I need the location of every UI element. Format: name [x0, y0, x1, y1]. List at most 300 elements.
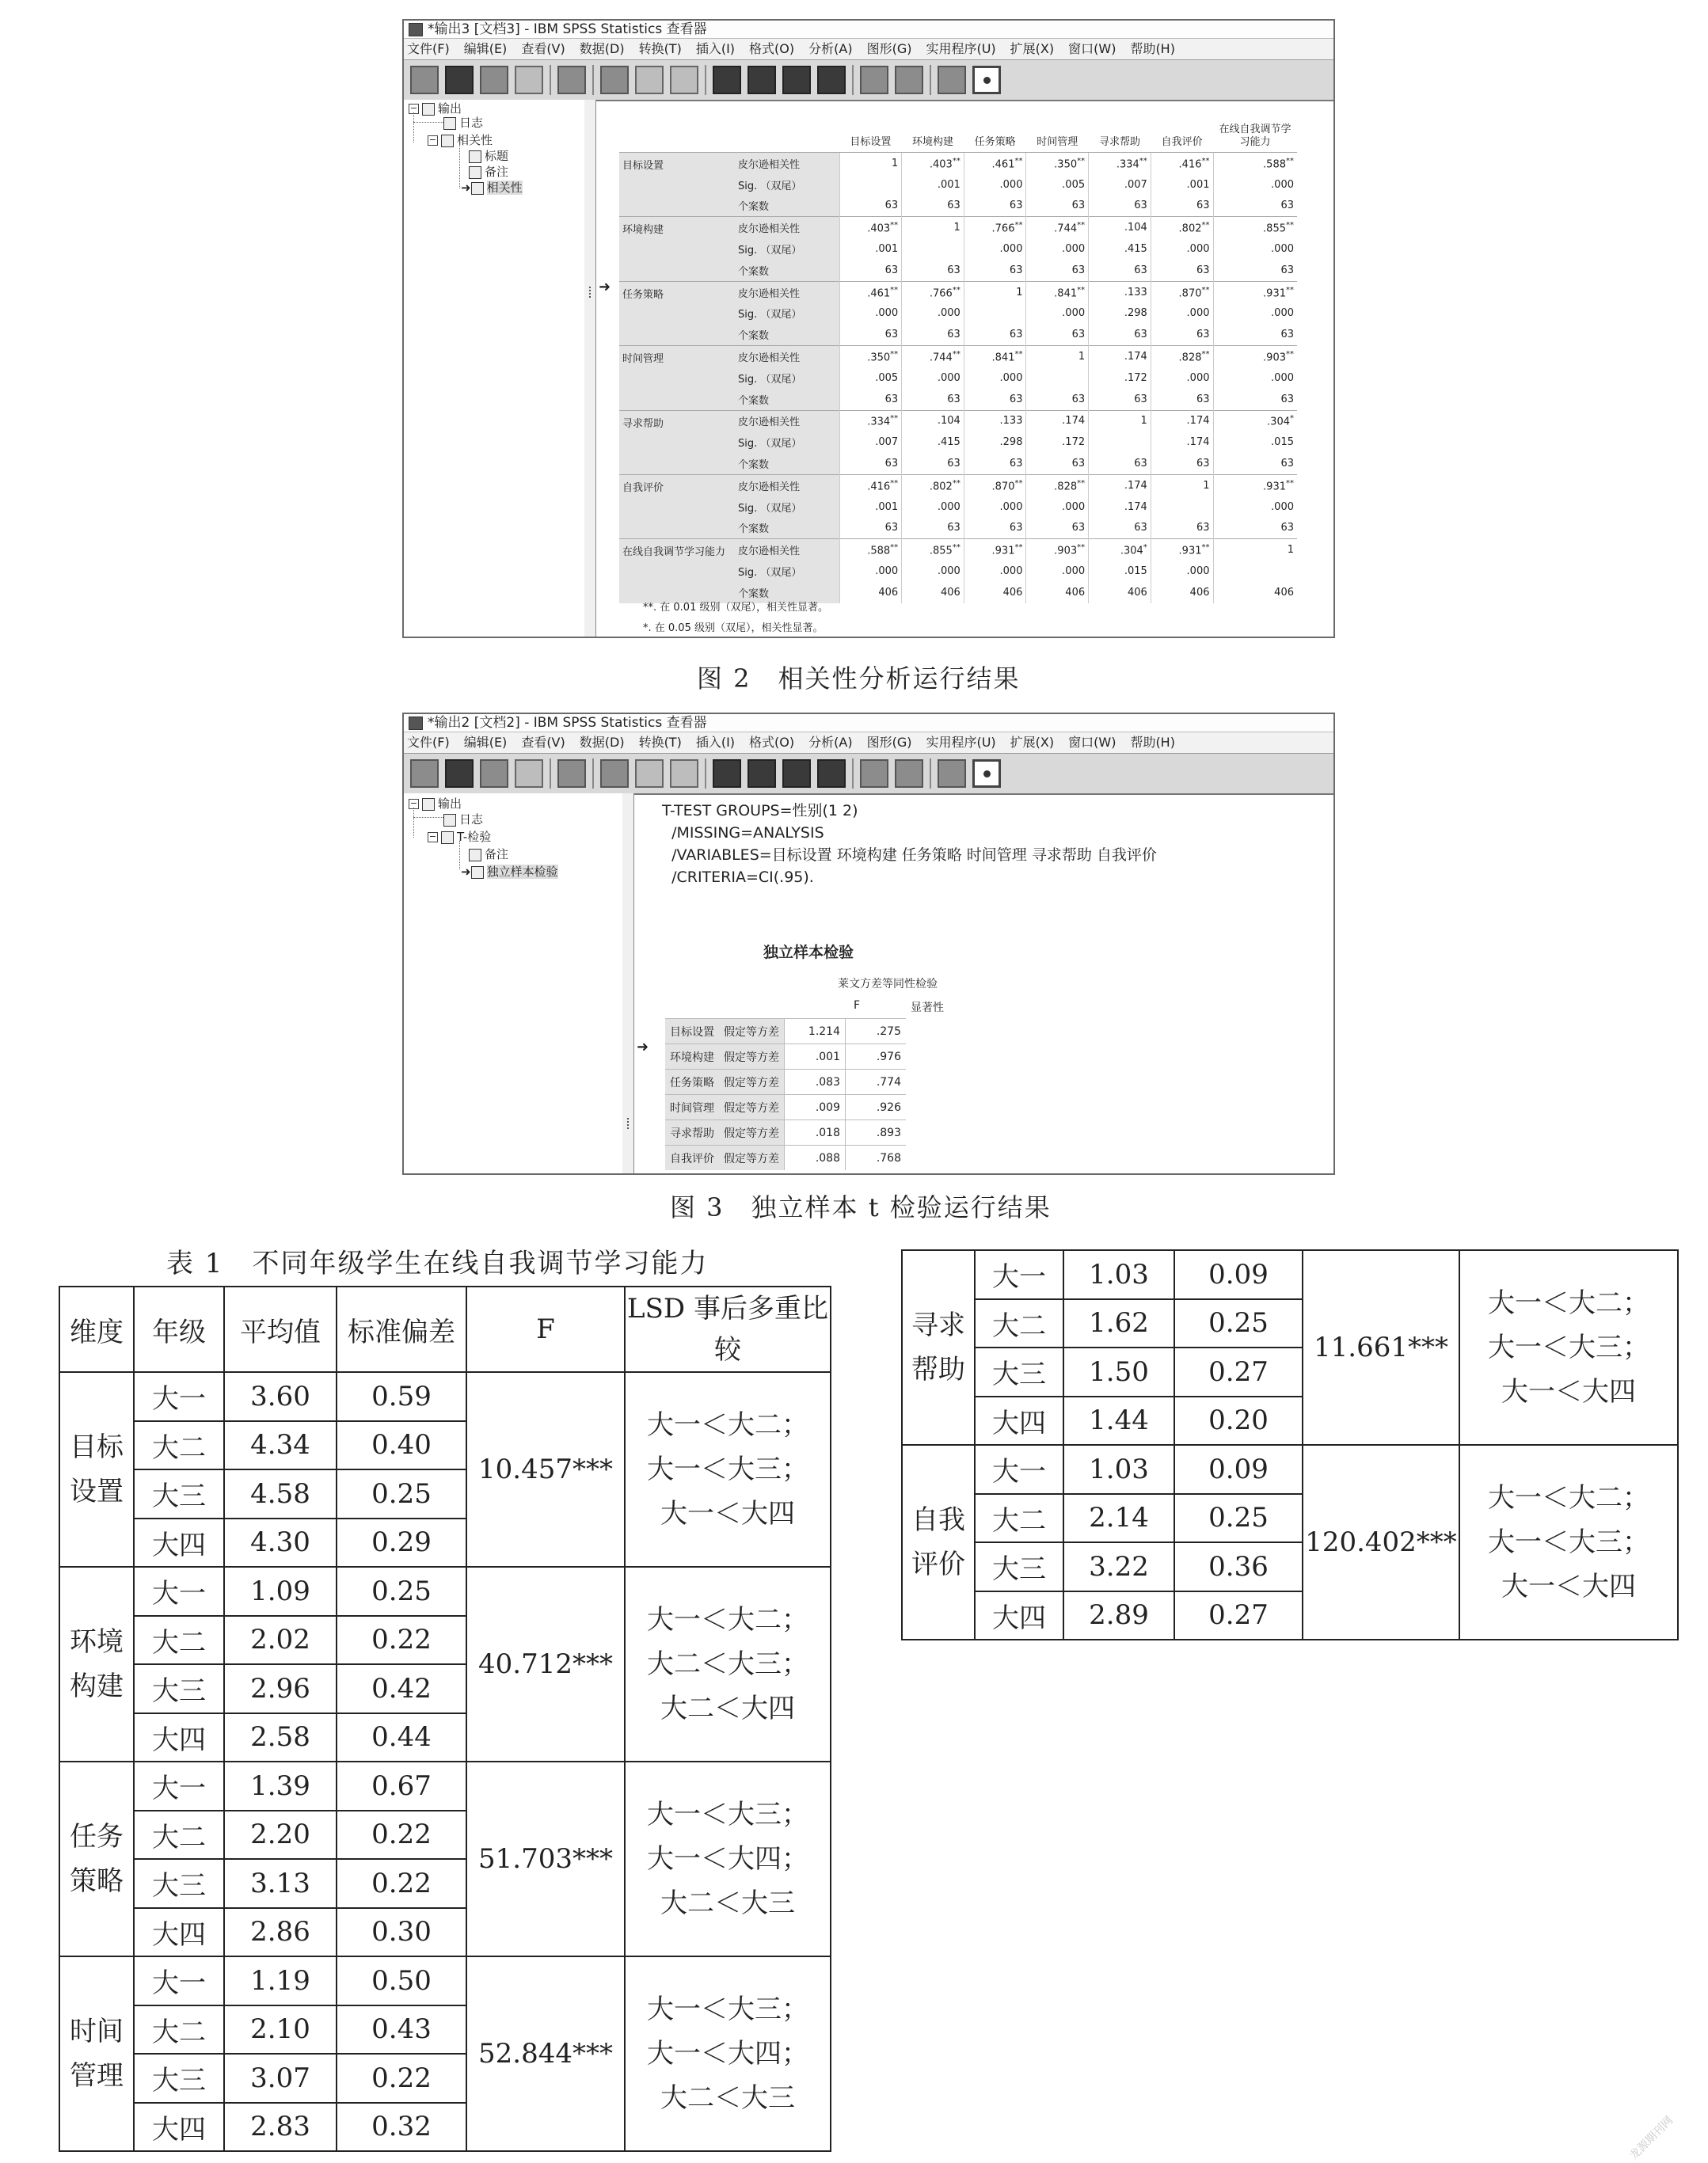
f-cell: 120.402***: [1303, 1445, 1459, 1640]
header-dimension: 维度: [59, 1287, 134, 1372]
tree-node-independent-samples-test[interactable]: ➜ 独立样本检验: [461, 865, 558, 879]
notes-icon: [469, 849, 481, 861]
menu-analyze[interactable]: 分析(A): [808, 41, 853, 56]
menu-transform[interactable]: 转换(T): [638, 735, 682, 750]
redo-icon[interactable]: [670, 759, 698, 788]
cell-value: .000: [964, 496, 1026, 518]
cell-value: 63: [964, 453, 1026, 474]
sd-cell: 0.42: [337, 1664, 466, 1713]
cell-value: .000: [1151, 303, 1213, 325]
sd-cell: 0.67: [337, 1762, 466, 1811]
cell-value: 63: [1026, 196, 1089, 217]
variable-label: 环境构建: [619, 217, 735, 281]
variable-label: 环境构建: [665, 1044, 719, 1070]
dimension-cell: 寻求 帮助: [902, 1250, 975, 1445]
window-title: *输出3 [文档3] - IBM SPSS Statistics 查看器: [428, 21, 707, 37]
tree-node-output[interactable]: − 输出: [409, 101, 462, 116]
header-lsd: LSD 事后多重比较: [625, 1287, 831, 1372]
open-icon[interactable]: [410, 759, 439, 788]
menu-analyze[interactable]: 分析(A): [808, 735, 853, 750]
cell-value: 1: [1026, 346, 1089, 367]
f-cell: 10.457***: [466, 1372, 625, 1567]
sig-value: .275: [846, 1019, 907, 1044]
cell-value: .802**: [1151, 217, 1213, 238]
footnote-001: **. 在 0.01 级别（双尾），相关性显著。: [643, 602, 828, 614]
recall-dialog-icon[interactable]: [600, 759, 629, 788]
table-1-right: [901, 1249, 1679, 1640]
cell-value: .766**: [902, 281, 964, 302]
cell-value: 1: [1213, 539, 1297, 561]
grade-cell: 大三: [975, 1348, 1063, 1397]
statistic-label: 个案数: [735, 389, 839, 410]
variables-icon[interactable]: [817, 759, 846, 788]
menu-format[interactable]: 格式(O): [749, 41, 795, 56]
cell-value: .931**: [964, 539, 1026, 561]
grade-cell: 大一: [975, 1445, 1063, 1494]
menu-edit[interactable]: 编辑(E): [463, 41, 508, 56]
cell-value: 63: [839, 196, 902, 217]
menu-edit[interactable]: 编辑(E): [463, 735, 508, 750]
mean-cell: 3.60: [224, 1372, 337, 1421]
print-preview-icon[interactable]: [515, 66, 543, 94]
recall-dialog-icon[interactable]: [600, 66, 629, 94]
cell-value: .828**: [1026, 474, 1089, 496]
export-icon[interactable]: [557, 759, 586, 788]
sd-cell: 0.22: [337, 1811, 466, 1860]
cell-value: .104: [902, 410, 964, 431]
cell-value: .000: [902, 303, 964, 325]
col-sig-header: 显著性: [911, 1002, 944, 1014]
window-title: *输出2 [文档2] - IBM SPSS Statistics 查看器: [428, 715, 707, 731]
ttest-row: [665, 1120, 906, 1146]
cell-value: .298: [1089, 303, 1151, 325]
cell-value: 63: [1151, 453, 1213, 474]
f-value: .083: [785, 1070, 846, 1095]
goto-case-icon[interactable]: [747, 66, 776, 94]
cell-value: 63: [1213, 453, 1297, 474]
cell-value: .298: [964, 431, 1026, 453]
lsd-cell: 大一＜大三； 大一＜大四； 大二＜大三: [625, 1762, 831, 1956]
show-all-icon[interactable]: [860, 759, 888, 788]
cell-value: .841**: [964, 346, 1026, 367]
save-icon[interactable]: [445, 66, 474, 94]
statistic-label: 皮尔逊相关性: [735, 474, 839, 496]
mean-cell: 4.58: [224, 1469, 337, 1519]
figure-2-caption: 图 2 相关性分析运行结果: [697, 663, 1021, 694]
mean-cell: 3.07: [224, 2054, 337, 2103]
statistic-label: Sig. （双尾）: [735, 303, 839, 325]
statistic-label: Sig. （双尾）: [735, 431, 839, 453]
statistic-label: 个案数: [735, 324, 839, 345]
independent-samples-test-table: [665, 1018, 906, 1170]
mean-cell: 4.30: [224, 1519, 337, 1568]
mean-cell: 1.39: [224, 1762, 337, 1811]
menu-insert[interactable]: 插入(I): [695, 41, 736, 56]
sd-cell: 0.27: [1174, 1591, 1303, 1640]
table-row: [59, 1956, 831, 2005]
goto-data-icon[interactable]: [713, 66, 741, 94]
mean-cell: 1.50: [1063, 1348, 1174, 1397]
cell-value: 63: [1151, 260, 1213, 281]
statistic-label: Sig. （双尾）: [735, 561, 839, 582]
cell-value: .931**: [1213, 281, 1297, 302]
statistic-label: 皮尔逊相关性: [735, 346, 839, 367]
cell-value: .174: [1151, 431, 1213, 453]
save-icon[interactable]: [445, 759, 474, 788]
menu-view[interactable]: 查看(V): [521, 735, 565, 750]
cell-value: 406: [902, 582, 964, 603]
f-cell: 52.844***: [466, 1956, 625, 2151]
mean-cell: 2.20: [224, 1811, 337, 1860]
show-all-icon[interactable]: [860, 66, 888, 94]
sd-cell: 0.22: [337, 1616, 466, 1665]
sd-cell: 0.30: [337, 1908, 466, 1957]
mean-cell: 2.58: [224, 1713, 337, 1762]
mean-cell: 3.13: [224, 1859, 337, 1908]
cell-value: .416**: [1151, 153, 1213, 174]
cell-value: .000: [964, 561, 1026, 582]
variable-label: 任务策略: [665, 1070, 719, 1095]
sd-cell: 0.44: [337, 1713, 466, 1762]
footnote-005: *. 在 0.05 级别（双尾），相关性显著。: [643, 622, 824, 634]
table-row: [902, 1445, 1678, 1494]
current-arrow-icon: ➜: [461, 865, 471, 879]
table-1-title: 表 1 不同年级学生在线自我调节学习能力: [166, 1248, 709, 1279]
cell-value: .000: [1151, 238, 1213, 260]
title-icon: [469, 150, 481, 163]
statistic-label: Sig. （双尾）: [735, 174, 839, 196]
output-book-icon: [422, 103, 435, 116]
menu-file[interactable]: 文件(F): [407, 735, 450, 750]
mean-cell: 2.14: [1063, 1494, 1174, 1543]
cell-value: .005: [839, 367, 902, 389]
f-value: .088: [785, 1146, 846, 1171]
menu-extensions[interactable]: 扩展(X): [1010, 41, 1055, 56]
cell-value: .403**: [902, 153, 964, 174]
correlation-row: [619, 539, 1297, 561]
cell-value: [1151, 496, 1213, 518]
grade-cell: 大四: [134, 2103, 224, 2152]
output-book-icon: [422, 798, 435, 811]
col-f-header: F: [854, 999, 861, 1012]
cell-value: .000: [1213, 496, 1297, 518]
cell-value: .174: [1026, 410, 1089, 431]
statistic-label: 皮尔逊相关性: [735, 217, 839, 238]
statistic-label: 个案数: [735, 518, 839, 539]
grade-cell: 大四: [134, 1519, 224, 1568]
grade-cell: 大三: [975, 1542, 1063, 1591]
menu-graphs[interactable]: 图形(G): [866, 41, 912, 56]
menu-insert[interactable]: 插入(I): [695, 735, 736, 750]
grade-cell: 大三: [134, 2054, 224, 2103]
cell-value: 406: [1089, 582, 1151, 603]
cell-value: [964, 303, 1026, 325]
hide-icon[interactable]: [895, 759, 923, 788]
statistic-label: 个案数: [735, 453, 839, 474]
spss-app-icon: [409, 717, 423, 730]
goto-data-icon[interactable]: [713, 759, 741, 788]
cell-value: .416**: [839, 474, 902, 496]
menu-view[interactable]: 查看(V): [521, 41, 565, 56]
tree-node-ttest[interactable]: − T-检验: [428, 830, 492, 844]
print-icon[interactable]: [480, 66, 508, 94]
splitter-grip-icon[interactable]: [589, 287, 594, 298]
variable-label: 寻求帮助: [619, 410, 735, 474]
lsd-cell: 大一＜大二； 大一＜大三； 大一＜大四: [625, 1372, 831, 1567]
cell-value: .000: [1026, 561, 1089, 582]
print-icon[interactable]: [480, 759, 508, 788]
hide-icon[interactable]: [895, 66, 923, 94]
folder-icon: [441, 831, 454, 844]
cell-value: 63: [1089, 453, 1151, 474]
levene-header: 莱文方差等同性检验: [838, 978, 938, 990]
cell-value: .461**: [964, 153, 1026, 174]
title-bar: [404, 21, 1333, 39]
assumption-label: 假定等方差: [719, 1146, 785, 1171]
tree-node-correlations[interactable]: − 相关性: [428, 133, 493, 147]
cell-value: 406: [1213, 582, 1297, 603]
sd-cell: 0.32: [337, 2103, 466, 2152]
cell-value: 63: [902, 196, 964, 217]
folder-icon: [441, 135, 454, 147]
grade-cell: 大四: [134, 1908, 224, 1957]
table-row: [59, 1762, 831, 1811]
correlation-row: [619, 281, 1297, 302]
goto-case-icon[interactable]: [747, 759, 776, 788]
cell-value: .000: [1213, 367, 1297, 389]
sd-cell: 0.20: [1174, 1397, 1303, 1446]
header-sd: 标准偏差: [337, 1287, 466, 1372]
correlation-row: [619, 410, 1297, 431]
insert-output-icon[interactable]: [782, 66, 811, 94]
undo-icon[interactable]: [635, 759, 664, 788]
f-value: .018: [785, 1120, 846, 1146]
table-1-left: [59, 1286, 831, 2152]
cell-value: .001: [1151, 174, 1213, 196]
designate-window-icon[interactable]: [938, 759, 966, 788]
mean-cell: 2.89: [1063, 1591, 1174, 1640]
dimension-cell: 环境 构建: [59, 1567, 134, 1762]
cell-value: .415: [1089, 238, 1151, 260]
cell-value: .828**: [1151, 346, 1213, 367]
variable-label: 目标设置: [665, 1019, 719, 1044]
sd-cell: 0.25: [337, 1567, 466, 1616]
assumption-label: 假定等方差: [719, 1070, 785, 1095]
ttest-row: [665, 1146, 906, 1171]
splitter-grip-icon[interactable]: [627, 1118, 632, 1129]
menu-utilities[interactable]: 实用程序(U): [926, 735, 996, 750]
spss-app-icon: [409, 23, 423, 36]
lsd-cell: 大一＜大二； 大一＜大三； 大一＜大四: [1459, 1250, 1678, 1445]
tree-node-notes[interactable]: 备注: [469, 165, 508, 179]
sd-cell: 0.59: [337, 1372, 466, 1421]
menu-format[interactable]: 格式(O): [749, 735, 795, 750]
menu-transform[interactable]: 转换(T): [638, 41, 682, 56]
grade-cell: 大一: [134, 1956, 224, 2005]
grade-cell: 大一: [134, 1372, 224, 1421]
correlation-row: [619, 474, 1297, 496]
designate-window-icon[interactable]: [938, 66, 966, 94]
grade-cell: 大二: [134, 2005, 224, 2055]
grade-cell: 大三: [134, 1469, 224, 1519]
cell-value: 63: [964, 389, 1026, 410]
variables-icon[interactable]: [817, 66, 846, 94]
cell-value: 63: [839, 389, 902, 410]
menu-utilities[interactable]: 实用程序(U): [926, 41, 996, 56]
table-row: [59, 1372, 831, 1421]
outline-pane: [404, 100, 586, 637]
sd-cell: 0.25: [1174, 1494, 1303, 1543]
variable-label: 任务策略: [619, 281, 735, 345]
cell-value: .841**: [1026, 281, 1089, 302]
mean-cell: 2.83: [224, 2103, 337, 2152]
tree-node-correlations-table[interactable]: ➜ 相关性: [461, 181, 523, 195]
menu-window[interactable]: 窗口(W): [1068, 735, 1116, 750]
menu-help[interactable]: 帮助(H): [1130, 41, 1175, 56]
cell-value: 63: [1089, 389, 1151, 410]
tree-node-output[interactable]: − 输出: [409, 796, 462, 811]
grade-cell: 大一: [134, 1762, 224, 1811]
header-mean: 平均值: [224, 1287, 337, 1372]
cell-value: .802**: [902, 474, 964, 496]
mean-cell: 1.19: [224, 1956, 337, 2005]
col-header: 自我评价: [1161, 136, 1203, 148]
toolbar: [404, 60, 1333, 101]
open-icon[interactable]: [410, 66, 439, 94]
figure-3-caption: 图 3 独立样本 t 检验运行结果: [670, 1192, 1052, 1222]
sd-cell: 0.25: [1174, 1299, 1303, 1348]
cell-value: .000: [902, 496, 964, 518]
col-header: 寻求帮助: [1098, 136, 1140, 148]
menu-window[interactable]: 窗口(W): [1068, 41, 1116, 56]
cell-value: 63: [964, 324, 1026, 345]
dimension-cell: 目标 设置: [59, 1372, 134, 1567]
cell-value: .000: [902, 561, 964, 582]
menu-data[interactable]: 数据(D): [579, 735, 625, 750]
mean-cell: 2.10: [224, 2005, 337, 2055]
lsd-cell: 大一＜大三； 大一＜大四； 大二＜大三: [625, 1956, 831, 2151]
cell-value: .870**: [964, 474, 1026, 496]
sd-cell: 0.43: [337, 2005, 466, 2055]
cell-value: 63: [1026, 453, 1089, 474]
cell-value: .174: [1151, 410, 1213, 431]
menu-bar: [404, 39, 1333, 60]
cell-value: .744**: [1026, 217, 1089, 238]
tree-node-notes[interactable]: 备注: [469, 847, 508, 861]
tree-node-log[interactable]: 日志: [443, 116, 483, 130]
mean-cell: 2.02: [224, 1616, 337, 1665]
cell-value: .334**: [839, 410, 902, 431]
cell-value: .000: [902, 367, 964, 389]
insert-output-icon[interactable]: [782, 759, 811, 788]
cell-value: .174: [1089, 474, 1151, 496]
cell-value: .744**: [902, 346, 964, 367]
lsd-cell: 大一＜大二； 大一＜大三； 大一＜大四: [1459, 1445, 1678, 1640]
redo-icon[interactable]: [670, 66, 698, 94]
export-icon[interactable]: [557, 66, 586, 94]
cell-value: .007: [1089, 174, 1151, 196]
cell-value: .903**: [1026, 539, 1089, 561]
table-row: [902, 1250, 1678, 1299]
cell-value: .000: [1026, 496, 1089, 518]
menu-extensions[interactable]: 扩展(X): [1010, 735, 1055, 750]
cell-value: .005: [1026, 174, 1089, 196]
variable-label: 时间管理: [619, 346, 735, 410]
cell-value: .007: [839, 431, 902, 453]
cell-value: 1: [1151, 474, 1213, 496]
sig-value: .926: [846, 1095, 907, 1120]
correlations-table: [619, 106, 1297, 603]
dimension-cell: 任务 策略: [59, 1762, 134, 1956]
cell-value: .015: [1213, 431, 1297, 453]
cell-value: 1: [902, 217, 964, 238]
grade-cell: 大一: [975, 1250, 1063, 1299]
cell-value: .000: [1026, 303, 1089, 325]
undo-icon[interactable]: [635, 66, 664, 94]
cell-value: .000: [1213, 303, 1297, 325]
statistic-label: 皮尔逊相关性: [735, 153, 839, 174]
log-icon: [443, 117, 456, 130]
cell-value: 406: [839, 582, 902, 603]
designated-window-icon[interactable]: [972, 66, 1001, 94]
cell-value: .903**: [1213, 346, 1297, 367]
tree-node-title[interactable]: 标题: [469, 149, 508, 163]
assumption-label: 假定等方差: [719, 1095, 785, 1120]
cell-value: 63: [902, 260, 964, 281]
cell-value: 1: [964, 281, 1026, 302]
tree-node-log[interactable]: 日志: [443, 812, 483, 827]
cell-value: 1: [839, 153, 902, 174]
cell-value: [1213, 561, 1297, 582]
cell-value: .304*: [1213, 410, 1297, 431]
cell-value: .001: [839, 238, 902, 260]
cell-value: .104: [1089, 217, 1151, 238]
correlation-row: [619, 153, 1297, 174]
menu-help[interactable]: 帮助(H): [1130, 735, 1175, 750]
menu-file[interactable]: 文件(F): [407, 41, 450, 56]
ttest-row: [665, 1019, 906, 1044]
mean-cell: 4.34: [224, 1421, 337, 1470]
pane-splitter[interactable]: [584, 100, 596, 638]
dimension-cell: 自我 评价: [902, 1445, 975, 1640]
cell-value: .350**: [1026, 153, 1089, 174]
assumption-label: 假定等方差: [719, 1019, 785, 1044]
mean-cell: 1.62: [1063, 1299, 1174, 1348]
cell-value: .000: [964, 238, 1026, 260]
cell-value: 63: [964, 196, 1026, 217]
cell-value: .000: [1026, 238, 1089, 260]
cell-value: 63: [1213, 324, 1297, 345]
cell-value: 63: [1151, 389, 1213, 410]
print-preview-icon[interactable]: [515, 759, 543, 788]
menu-data[interactable]: 数据(D): [579, 41, 625, 56]
cell-value: 63: [1213, 518, 1297, 539]
sd-cell: 0.22: [337, 2054, 466, 2103]
cell-value: 63: [1026, 260, 1089, 281]
grade-cell: 大二: [975, 1494, 1063, 1543]
designated-window-icon[interactable]: [972, 759, 1001, 788]
assumption-label: 假定等方差: [719, 1120, 785, 1146]
cell-value: 1: [1089, 410, 1151, 431]
sig-value: .893: [846, 1120, 907, 1146]
sig-value: .768: [846, 1146, 907, 1171]
mean-cell: 1.03: [1063, 1250, 1174, 1299]
menu-graphs[interactable]: 图形(G): [866, 735, 912, 750]
cell-value: .855**: [1213, 217, 1297, 238]
cell-value: .415: [902, 431, 964, 453]
cell-value: .870**: [1151, 281, 1213, 302]
cell-value: .172: [1026, 431, 1089, 453]
